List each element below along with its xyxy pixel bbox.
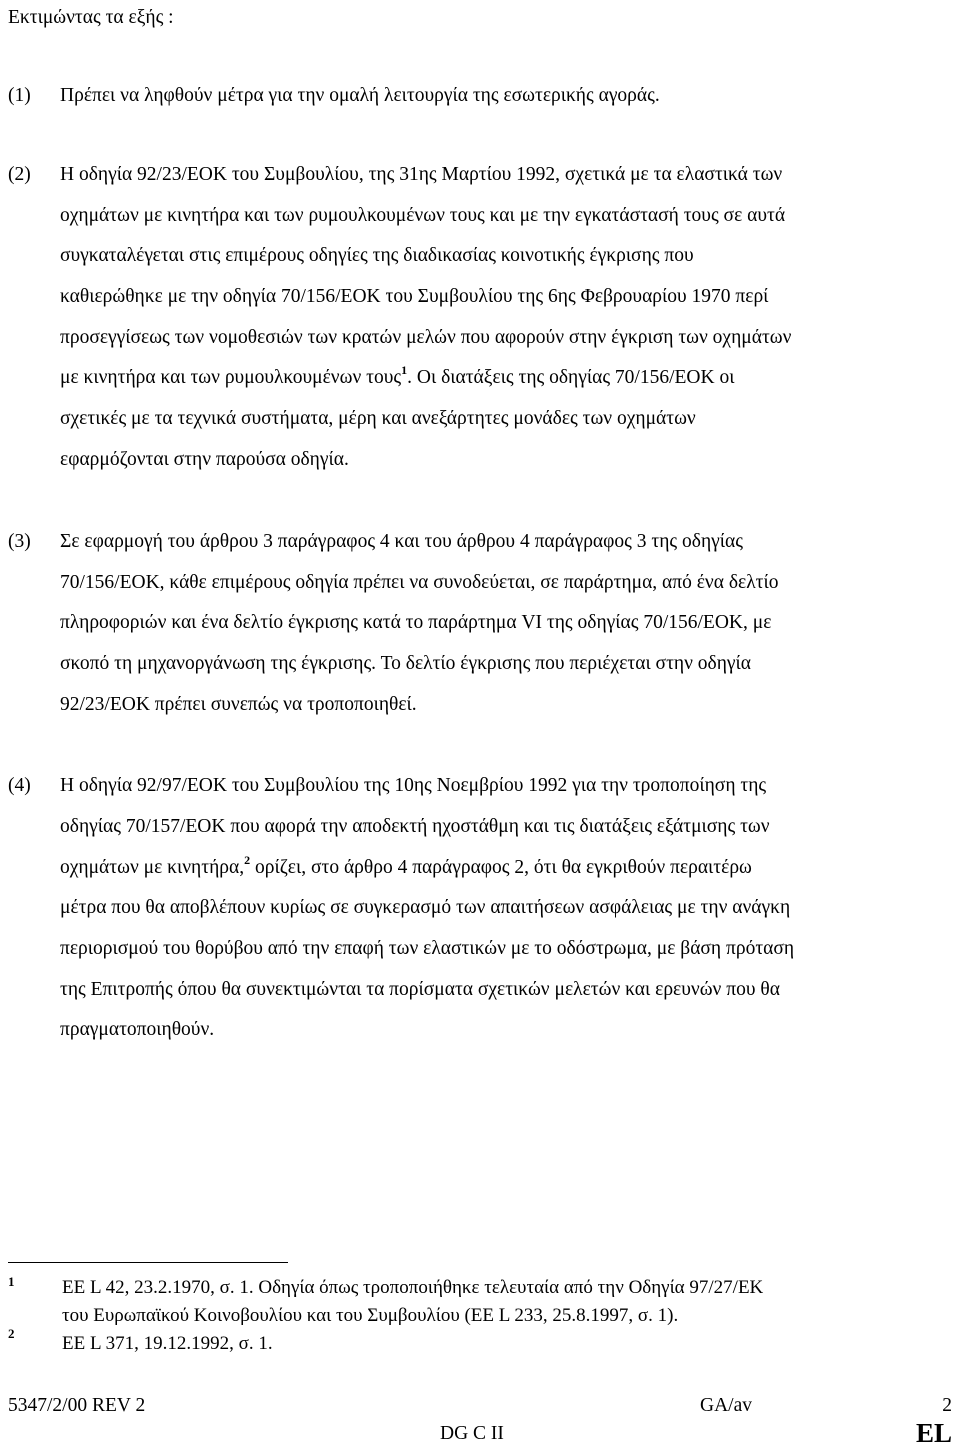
footnote-ref-2: 2 <box>244 853 251 867</box>
paragraph-4-line-2: οδηγίας 70/157/ΕΟΚ που αφορά την αποδεκτή ηχοστάθμη και τις διατάξεις εξάτμισης των <box>60 816 770 837</box>
paragraph-number-2: (2) <box>8 164 31 185</box>
author-initials: GA/av <box>700 1395 752 1416</box>
footnote-ref-1: 1 <box>401 363 408 377</box>
footnote-mark-1: 1 <box>8 1274 15 1289</box>
paragraph-4-line-3-text: οχημάτων με κινητήρα, <box>60 857 245 878</box>
paragraph-2-line-2: οχημάτων με κινητήρα και των ρυμουλκουμένων τους και με την εγκατάστασή τους σε αυτά <box>60 205 786 226</box>
paragraph-2-line-3: συγκαταλέγεται στις επιμέρους οδηγίες της διαδικασίας κοινοτικής έγκρισης που <box>60 245 694 266</box>
paragraph-2-line-6-tail: . Οι διατάξεις της οδηγίας 70/156/ΕΟΚ οι <box>407 367 735 388</box>
paragraph-2-line-7: σχετικές με τα τεχνικά συστήματα, μέρη και ανεξάρτητες μονάδες των οχημάτων <box>60 408 696 429</box>
paragraph-2-line-6 <box>60 363 735 390</box>
paragraph-3-line-2: 70/156/ΕΟΚ, κάθε επιμέρους οδηγία πρέπει να συνοδεύεται, σε παράρτημα, από ένα δελτίο <box>60 572 779 593</box>
paragraph-4-line-1: Η οδηγία 92/97/ΕΟΚ του Συμβουλίου της 10ης Νοεμβρίου 1992 για την τροποποίηση της <box>60 775 767 796</box>
footnote-mark-2: 2 <box>8 1326 15 1341</box>
language-code: EL <box>915 1418 952 1448</box>
paragraph-number-4: (4) <box>8 775 31 796</box>
paragraph-1-line-1: Πρέπει να ληφθούν μέτρα για την ομαλή λειτουργία της εσωτερικής αγοράς. <box>60 85 660 106</box>
paragraph-2-line-4: καθιερώθηκε με την οδηγία 70/156/ΕΟΚ του Συμβουλίου της 6ης Φεβρουαρίου 1970 περί <box>60 286 769 307</box>
paragraph-4-line-3-tail: ορίζει, στο άρθρο 4 παράγραφος 2, ότι θα εγκριθούν περαιτέρω <box>250 857 752 878</box>
paragraph-4-line-6: της Επιτροπής όπου θα συνεκτιμώνται τα πορίσματα σχετικών μελετών και ερευνών που θα <box>60 979 780 1000</box>
paragraph-2-line-1: Η οδηγία 92/23/ΕΟΚ του Συμβουλίου, της 31ης Μαρτίου 1992, σχετικά με τα ελαστικά των <box>60 164 783 185</box>
footnote-2-line-1: ΕΕ L 371, 19.12.1992, σ. 1. <box>62 1333 273 1354</box>
directorate-general: DG C II <box>440 1423 504 1444</box>
document-reference: 5347/2/00 REV 2 <box>8 1395 146 1416</box>
paragraph-3-line-1: Σε εφαρμογή του άρθρου 3 παράγραφος 4 και του άρθρου 4 παράγραφος 3 της οδηγίας <box>60 531 743 552</box>
footnote-1-line-1: ΕΕ L 42, 23.2.1970, σ. 1. Οδηγία όπως τροποποιήθηκε τελευταία από την Οδηγία 97/27/ΕΚ <box>62 1277 764 1298</box>
paragraph-2-line-6-text: με κινητήρα και των ρυμουλκουμένων τους <box>60 367 402 388</box>
paragraph-4-line-7: πραγματοποιηθούν. <box>60 1019 215 1040</box>
paragraph-number-1: (1) <box>8 85 31 106</box>
paragraph-2-line-8: εφαρμόζονται στην παρούσα οδηγία. <box>60 449 349 470</box>
paragraph-3-line-3: πληροφοριών και ένα δελτίο έγκρισης κατά το παράρτημα VI της οδηγίας 70/156/ΕΟΚ, με <box>60 612 772 633</box>
footnote-separator <box>8 1262 288 1263</box>
paragraph-3-line-4: σκοπό τη μηχανοργάνωση της έγκρισης. Το δελτίο έγκρισης που περιέχεται στην οδηγία <box>60 653 752 674</box>
paragraph-4-line-3 <box>60 853 752 880</box>
paragraph-number-3: (3) <box>8 531 31 552</box>
paragraph-2-line-5: προσεγγίσεως των νομοθεσιών των κρατών μελών που αφορούν στην έγκριση των οχημάτων <box>60 327 792 348</box>
intro-line: Εκτιμώντας τα εξής : <box>8 7 174 28</box>
footnote-1-line-2: του Ευρωπαϊκού Κοινοβουλίου και του Συμβουλίου (ΕΕ L 233, 25.8.1997, σ. 1). <box>62 1305 679 1326</box>
paragraph-4-line-5: περιορισμού του θορύβου από την επαφή των ελαστικών με το οδόστρωμα, με βάση πρόταση <box>60 938 795 959</box>
page-number: 2 <box>942 1395 952 1416</box>
paragraph-4-line-4: μέτρα που θα αποβλέπουν κυρίως σε συγκερασμό των απαιτήσεων ασφάλειας με την ανάγκη <box>60 897 791 918</box>
paragraph-3-line-5: 92/23/ΕΟΚ πρέπει συνεπώς να τροποποιηθεί. <box>60 694 417 715</box>
